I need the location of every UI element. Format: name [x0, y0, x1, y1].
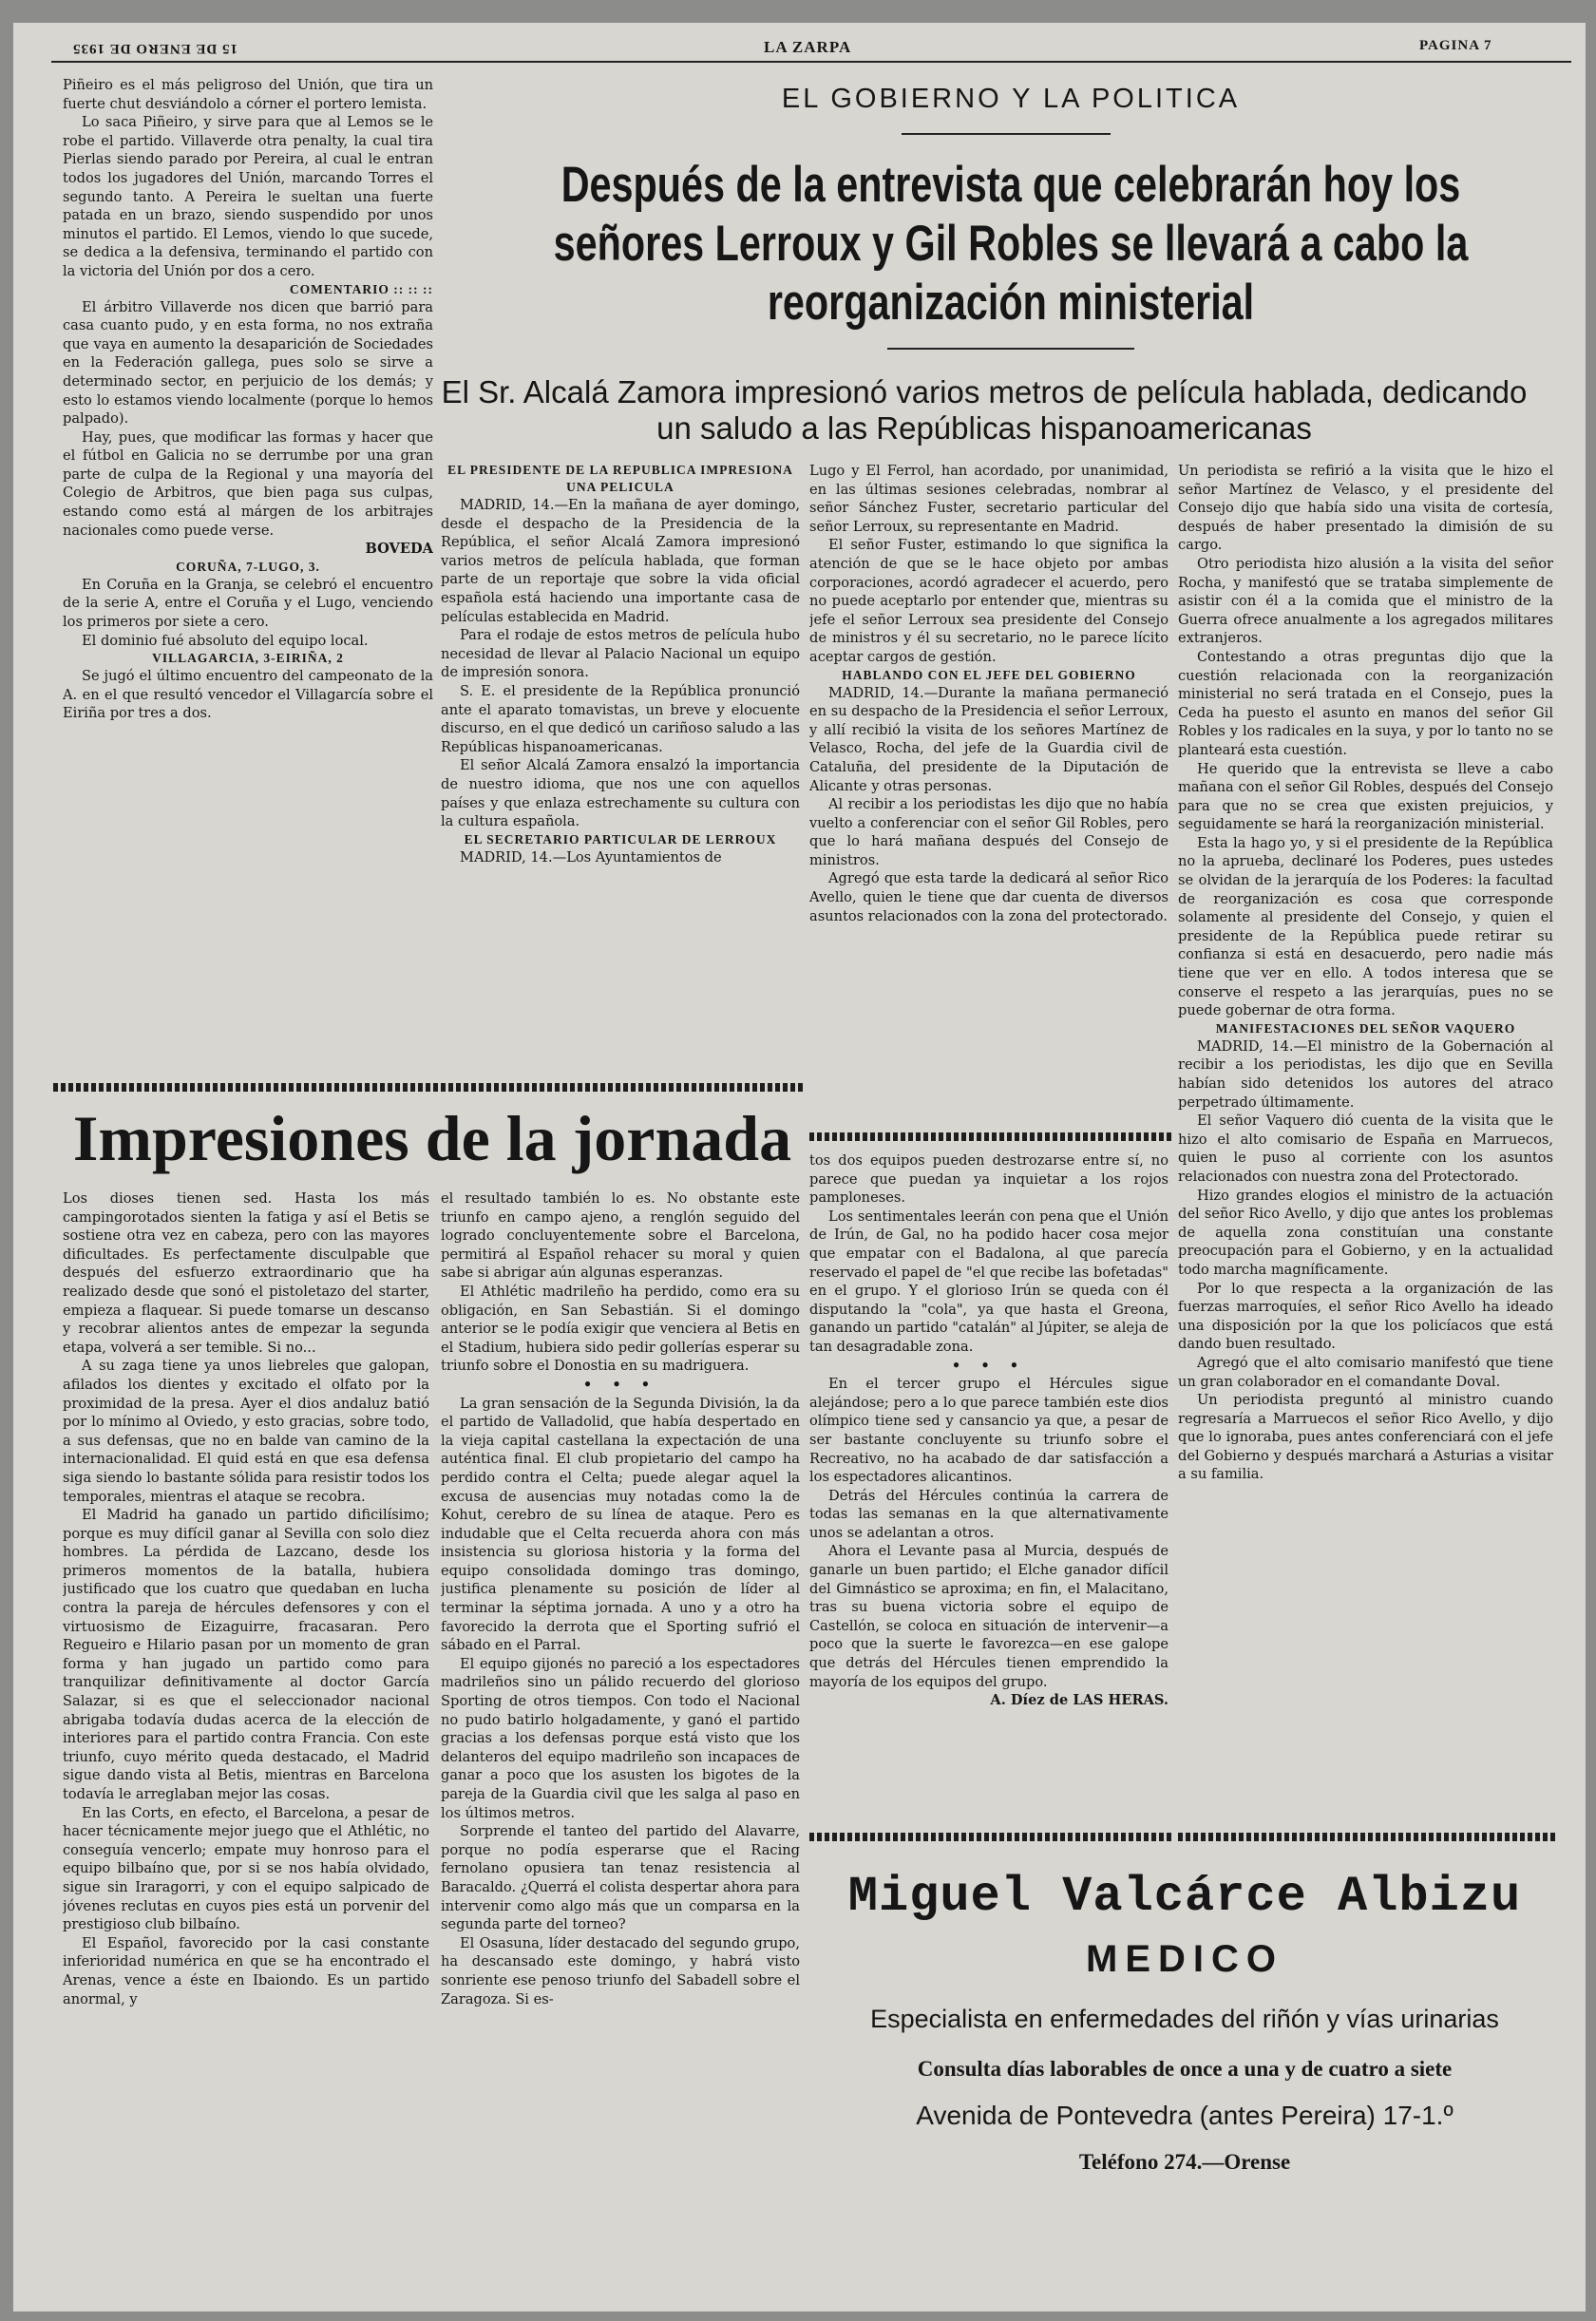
paragraph: El dominio fué absoluto del equipo local. [82, 632, 369, 649]
paragraph: El Español, favorecido por la casi constante inferioridad numérica en que se ha encontrado el Arenas, vence a éste en Ibaiondo. Es un partido anormal, y [63, 1934, 429, 2007]
paragraph: Al recibir a los periodistas les dijo que no había vuelto a conferenciar con el señor Gil Robles, pero que lo hará mañana después del Consejo de ministros. [809, 796, 1168, 868]
masthead-page: PAGINA 7 [1419, 38, 1492, 53]
paragraph: El Athlétic madrileño ha perdido, como era su obligación, en San Sebastián. Si el domingo anterior se le podía exigir que venciera al Betis en el Stadium, hubiera sido pedir gollerías esperar su triunfo sobre el Donostia en su madriguera. [441, 1283, 800, 1375]
section-title: EL GOBIERNO Y LA POLITICA [781, 84, 1241, 114]
signature: A. Díez de LAS HERAS. [990, 1692, 1168, 1709]
paragraph: MADRID, 14.—Durante la mañana permaneció en su despacho de la Presidencia el señor Lerroux, y allí recibió la visita de los señores Martínez de Velasco, Rocha, del jefe de la Guardia civil de Cataluña, del presidente de la Diputación de Alicante y otras personas. [809, 684, 1168, 794]
paragraph: Sorprende el tanteo del partido del Alavarre, porque no podía esperarse que el Racing fernolano opusiera tan tenaz resistencia al Baracaldo. ¿Querrá el colista despertar ahora para intervenir como algo más que un comparsa en la segunda parte del torneo? [441, 1823, 800, 1933]
paragraph: Lugo y El Ferrol, han acordado, por unanimidad, en las últimas sesiones celebradas, nombrar al señor Sánchez Fuster, secretario particular del señor Lerroux, su representante en Madrid. [809, 463, 1168, 535]
paragraph: En Coruña en la Granja, se celebró el encuentro de la serie A, entre el Coruña y el Lugo, venciendo los primeros por siete a cero. [63, 576, 433, 631]
paragraph: el resultado también lo es. No obstante este triunfo en campo ajeno, a renglón seguido del logrado concluyentemente sobre el Barcelona, permitirá al Español rehacer su moral y quien sabe si abrigar aún algunas esperanzas. [441, 1190, 800, 1282]
subhead: HABLANDO CON EL JEFE DEL GOBIERNO [842, 667, 1136, 682]
doctor-advertisement [809, 1852, 1560, 2289]
paragraph: MADRID, 14.—En la mañana de ayer domingo, desde el despacho de la Presidencia de la República, el señor Alcalá Zamora impresionó varios metros de película hablada, que forman parte de un reportaje que sobre la vida oficial española está haciendo una importante casa de películas establecida en Madrid. [441, 497, 800, 625]
jornada-column-3 [809, 1151, 1168, 1821]
subhead: MANIFESTACIONES DEL SEÑOR VAQUERO [1215, 1020, 1516, 1036]
villagarcia-title: VILLAGARCIA, 3-EIRIÑA, 2 [152, 651, 344, 666]
separator [1178, 1833, 1558, 1841]
paragraph: Un periodista se refirió a la visita que le hizo el señor Martínez de Velasco, y el presidente del Consejo dijo que había sido una visita de cortesía, después de haber presentado la dimisión de su cargo. [1178, 463, 1553, 554]
jornada-column-1 [63, 1189, 429, 2277]
separator [809, 1833, 1172, 1841]
ad-title: MEDICO [1086, 1938, 1283, 1980]
paragraph: Hizo grandes elogios el ministro de la actuación del señor Rico Avello, y dijo que antes los problemas de aquella zona constituían una constante preocupación para el Gobierno, y en la actualidad todo marcha magníficamente. [1178, 1187, 1553, 1278]
paragraph: En el tercer grupo el Hércules sigue alejándose; pero a lo que parece también este dios olímpico tiene sed y cansancio ya que, a pesar de ser bastante concluyente su triunfo sobre el Recreativo, no ha acabado de dar satisfacción a los espectadores alicantinos. [809, 1376, 1168, 1486]
subhead: EL PRESIDENTE DE LA REPUBLICA IMPRESIONA UNA PELICULA [447, 463, 793, 494]
masthead-date: 15 DE ENERO DE 1935 [72, 41, 238, 56]
paragraph: A su zaga tiene ya unos liebreles que galopan, afilados los dientes y excitado el olfato por la proximidad de la presa. Ayer el dios andaluz batió por lo mínimo al Oviedo, y esto gracias, sobre todo, a sus defensas, que no en balde van camino de la internacionalidad. El quid está en que esa defensa siga siendo lo bastante sólida para resistir todos los temporales, mientras el ataque se recobra. [63, 1358, 429, 1505]
paragraph: He querido que la entrevista se lleve a cabo mañana con el señor Gil Robles, después del Consejo para que no se crea que existen prejuicios, y seguidamente se hará la reorganización ministerial. [1178, 760, 1553, 833]
ad-hours: Consulta días laborables de once a una y de cuatro a siete [917, 2057, 1453, 2081]
jornada-title: Impresiones de la jornada [72, 1102, 792, 1174]
paragraph: Piñeiro es el más peligroso del Unión, que tira un fuerte chut desviándolo a córner el portero lemista. [63, 77, 433, 112]
paragraph: MADRID, 14.—El ministro de la Gobernación al recibir a los periodistas, les dijo que en Sevilla habían sido detenidos los autores del atraco perpetrado últimamente. [1178, 1037, 1553, 1111]
subhead: EL SECRETARIO PARTICULAR DE LERROUX [464, 831, 777, 847]
comentario-title: COMENTARIO :: :: :: [289, 281, 433, 296]
paragraph: Los sentimentales leerán con pena que el Unión de Irún, de Gal, no ha podido hacer cosa mejor que empatar con el Badalona, al que parecía reservado el papel de "el que recibe las bofetadas" en el grupo. Y el glorioso Irún se queda con él disputando la "cola", ya que hasta el Greona, ganando un partido "catalán" al Júpiter, se aleja de tan desagradable zona. [809, 1208, 1168, 1355]
paragraph: Se jugó el último encuentro del campeonato de la A. en el que resultó vencedor el Villagarcía sobre el Eiriña por tres a dos. [63, 668, 433, 722]
ad-specialty: Especialista en enfermedades del riñón y vías urinarias [870, 2005, 1499, 2033]
paragraph: El Osasuna, líder destacado del segundo grupo, ha descansado este domingo, y habrá visto sonriente ese penoso triunfo del Sabadell sobre el Zaragoza. Si es- [441, 1934, 800, 2007]
separator [53, 1083, 804, 1092]
ad-phone: Teléfono 274.—Orense [1078, 2150, 1291, 2174]
paragraph: El señor Fuster, estimando lo que significa la atención de que se le hace objeto por ambas corporaciones, acordó agradecer el acuerdo, pero no puede aceptarlo por entender que, mientras su jefe el señor Lerroux sea presidente del Consejo de ministros y él su secretario, no le parece lícito aceptar cargos de gestión. [809, 537, 1168, 665]
paragraph: Hay, pues, que modificar las formas y hacer que el fútbol en Galicia no se derrumbe por una gran parte de culpa de la Regional y una mayoría del Colegio de Arbitros, que bien paga sus culpas, estando como está al márgen de los arbitrajes nacionales como puede verse. [63, 428, 433, 539]
paragraph: Agregó que el alto comisario manifestó que tiene un gran colaborador en el comandante Doval. [1178, 1354, 1553, 1390]
paragraph: Detrás del Hércules continúa la carrera de todas las semanas en la que alternativamente unos se adelantan a otros. [809, 1487, 1168, 1541]
paragraph: Para el rodaje de estos metros de película hubo necesidad de llevar al Palacio Nacional un equipo de impresión sonora. [441, 627, 800, 681]
coruna-title: CORUÑA, 7-LUGO, 3. [176, 559, 320, 574]
paragraph: Otro periodista hizo alusión a la visita del señor Rocha, y manifestó que se trataba simplemente de asistir con él a la comida que el ministro de la Guerra ofrece anualmente a los agregados militares extranjeros. [1178, 555, 1553, 647]
headline: Después de la entrevista que celebrarán hoy los señores Lerroux y Gil Robles se llevará a cabo la reorganización ministerial [553, 157, 1469, 331]
section-rule [902, 133, 1111, 135]
paragraph: Lo saca Piñeiro, y sirve para que al Lemos se le robe el partido. Villaverde otra penalty, la cual tira Pierlas siendo parado por Pereira, al cual le entran todos los jugadores del Unión, marcando Torres el segundo tanto. A Pereira le sueltan una fuerte patada en un brazo, siendo suspendido por unos minutos el partido. El Lemos, viendo lo que sucede, se dedica a la defensiva, terminando el partido con la victoria del Unión por dos a cero. [63, 114, 433, 279]
politics-column-2 [441, 462, 800, 1070]
paragraph: Contestando a otras preguntas dijo que la cuestión relacionada con la reorganización ministerial no será tratada en el Consejo, pues la Ceda ha puesto el asunto en manos del señor Gil Robles y los radicales en la suya, y por lo tanto no se planteará esta cuestión. [1178, 648, 1553, 758]
sports-column [63, 76, 433, 1064]
paragraph: En las Corts, en efecto, el Barcelona, a pesar de hacer técnicamente mejor juego que el Athlétic, no conseguía vencerlo; empate muy honroso para el equipo bilbaíno que, por si se nos había olvidado, sigue sin Iraragorri, y con el equipo salpicado de jóvenes reclutas en cuyos pies está un porvenir del prestigioso club bilbaíno. [63, 1804, 429, 1933]
masthead-title: LA ZARPA [764, 38, 852, 56]
paragraph: Los dioses tienen sed. Hasta los más campingorotados sienten la fatiga y así el Betis se sostiene otra vez en cabeza, pero con las mayores dificultades. Es perfectamente disculpable que después del esfuerzo extraordinario que ha realizado desde que sonó el pistoletazo del starter, empieza a flaquear. Si puede tomarse un descanso y recobrar alientos antes de empezar la segunda etapa, volverá a ser temible. Si no... [63, 1190, 429, 1356]
separator-dots: • • • [582, 1376, 658, 1393]
politics-column-4 [1178, 462, 1553, 1740]
paragraph: El equipo gijonés no pareció a los espectadores madrileños sino un pálido recuerdo del glorioso Sporting de otros tiempos. Con todo el Nacional no pudo batirlo holgadamente, y ganó el partido gracias a los defensas porque está visto que los delanteros del equipo madrileño son incapaces de ganar a poco que los asusten los bigotes de la pareja de la Guardia civil que les salga al paso en los últimos metros. [441, 1655, 800, 1821]
paragraph: El señor Vaquero dió cuenta de la visita que le hizo el alto comisario de España en Marruecos, quien le puso al corriente con los asuntos relacionados con nuestra zona del Protectorado. [1178, 1113, 1553, 1185]
ad-address: Avenida de Pontevedra (antes Pereira) 17-1.º [916, 2101, 1454, 2130]
paragraph: El árbitro Villaverde nos dicen que barrió para casa cuanto pudo, y en esta forma, no nos extraña que vaya en aumento la desaparición de Sociedades en la Federación gallega, pues solo se sirve a determinado sector, en perjuicio de los demás; y esto lo estamos viendo localmente (porque lo hemos palpado). [63, 298, 433, 428]
paragraph: Ahora el Levante pasa al Murcia, después de ganarle un buen partido; el Elche ganador difícil del Gimnástico se aproxima; en fin, el Malacitano, tras su buena victoria sobre el equipo de Castellón, se coloca en situación de intervenir—a poco que la suerte le favorezca—en ese galope que detrás del Hércules tienen emprendido la mayoría de los equipos del grupo. [809, 1543, 1168, 1690]
separator [809, 1132, 1172, 1141]
paragraph: S. E. el presidente de la República pronunció ante el aparato tomavistas, un breve y elocuente discurso, en el que dedicó un cariñoso saludo a las Repúblicas hispanoamericanas. [441, 682, 800, 755]
signature: BOVEDA [365, 541, 433, 558]
paragraph: El Madrid ha ganado un partido dificilísimo; porque es muy difícil ganar al Sevilla con solo diez hombres. La pérdida de Lazcano, desde los primeros momentos de la batalla, hubiera justificado que los cuatro que quedaban en lucha contra la pareja de hércules defensores y con el virtuosismo de Eizaguirre, fracasaran. Pero Regueiro e Hilario pasan por un momento de gran forma y han jugado un partido como para tranquilizar definitivamente al doctor García Salazar, si es que el seleccionador nacional abrigaba todavía dudas acerca de la elección de interiores para el partido contra Francia. Con este triunfo, cuyo mérito queda destacado, el Madrid sigue dando vista al Betis, mientras en Barcelona todavía le arreglaban mejor las cosas. [63, 1507, 429, 1802]
paragraph: El señor Alcalá Zamora ensalzó la importancia de nuestro idioma, que nos une con aquellos países y que enlaza estrechamente su cultura con la cultura española. [441, 757, 800, 830]
politics-column-3 [809, 462, 1168, 1089]
paragraph: Por lo que respecta a la organización de las fuerzas marroquíes, el señor Rico Avello ha ideado una disposición por la que los policíacos que está dando buen resultado. [1178, 1280, 1553, 1353]
jornada-column-2 [441, 1189, 800, 2277]
separator-dots: • • • [951, 1357, 1027, 1374]
paragraph: Agregó que esta tarde la dedicará al señor Rico Avello, quien le tiene que dar cuenta de diversos asuntos relacionados con la zona del protectorado. [809, 870, 1168, 924]
masthead-rule [51, 61, 1571, 63]
headline-rule [887, 348, 1134, 350]
paragraph: tos dos equipos pueden destrozarse entre sí, no parece que puedan ya inquietar a los rojos pamploneses. [809, 1152, 1168, 1207]
ad-name: Miguel Valcárce Albizu [847, 1869, 1522, 1925]
paragraph: MADRID, 14.—Los Ayuntamientos de [460, 848, 722, 866]
deck: El Sr. Alcalá Zamora impresionó varios metros de película hablada, dedicando un saludo a las Repúblicas hispanoamericanas [441, 374, 1528, 446]
paragraph: Esta la hago yo, y si el presidente de la República no la aprueba, declinaré los Poderes, pues ustedes se olvidan de la jerarquía de los Poderes: la facultad de reorganización es cosa que corresponde solamente al presidente del Consejo, y quien el presidente de la República puede retirar su confianza si está en desacuerdo, pero nadie más tiene que ver en ello. A todos interesa que se conserve el respeto a las jerarquías, pues no se puede gobernar de otra forma. [1178, 834, 1553, 1019]
paragraph: La gran sensación de la Segunda División, la da el partido de Valladolid, que había despertado en la vieja capital castellana la expectación de una auténtica final. El club propietario del campo ha perdido contra el Celta; puede alegar aquel la excusa de ausencias muy notadas como la de Kohut, cerebro de su línea de ataque. Pero es indudable que el Celta recuerda ahora con más insistencia su gloriosa historia y la forma del equipo consolidada domingo tras domingo, justifica plenamente su posición de líder al terminar la séptima jornada. A uno y a otro ha favorecido la derrota que el Sporting sufrió el sábado en el Parral. [441, 1395, 800, 1654]
paragraph: Un periodista preguntó al ministro cuando regresaría a Marruecos el señor Rico Avello, y dijo que lo ignoraba, pues antes conferenciará con el jefe del Gobierno y después marchará a Asturias a visitar a su familia. [1178, 1392, 1553, 1483]
newspaper-page [13, 23, 1586, 2311]
